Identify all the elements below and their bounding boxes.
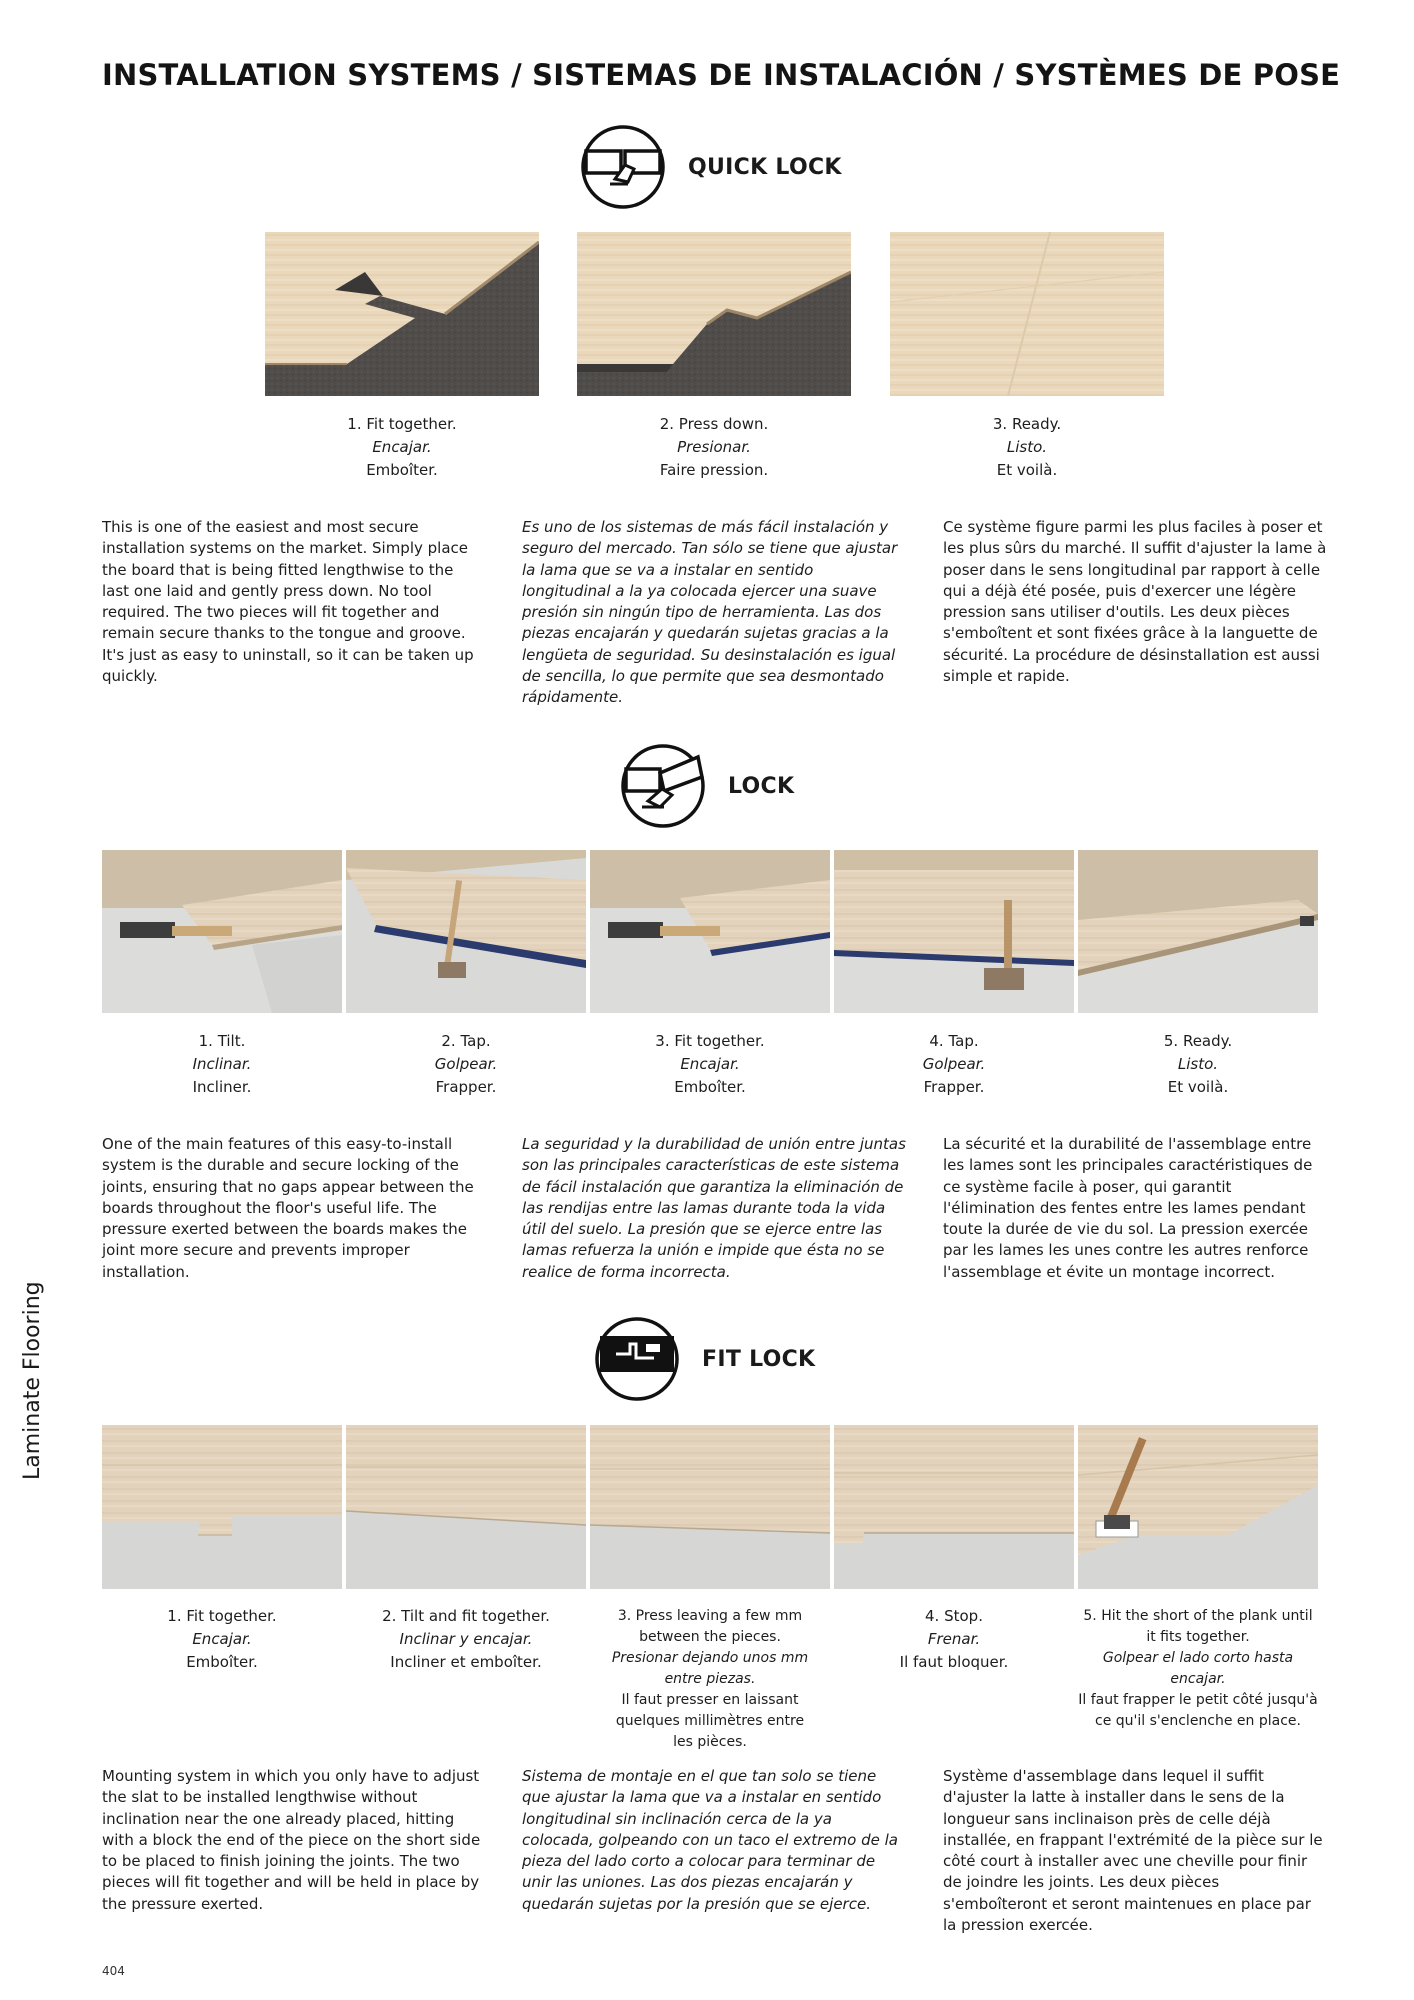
- lock-photo-3: [590, 850, 830, 1013]
- fit-lock-header: [594, 1316, 815, 1402]
- caption-en: 4. Tap.: [929, 1032, 979, 1050]
- lock-desc-en: One of the main features of this easy-to-install system is the durable and secure locking of the joints, ensuring that no gaps appear between the boards throughout the floor's useful life. The pressure exerted between the boards makes the joint more secure and prevents improper installation.: [102, 1135, 474, 1281]
- quick-lock-caption-1: [265, 413, 539, 482]
- caption-fr: Faire pression.: [659, 461, 769, 479]
- fit-lock-caption-5: [1078, 1606, 1318, 1732]
- caption-es: Golpear el lado corto hasta encajar.: [1102, 1650, 1294, 1687]
- lock-photo-1: [102, 850, 342, 1013]
- caption-fr: Il faut presser en laissant quelques millimètres entre les pièces.: [615, 1692, 805, 1750]
- caption-en: 2. Tap.: [441, 1032, 491, 1050]
- caption-fr: Il faut bloquer.: [899, 1653, 1009, 1671]
- caption-fr: Incliner.: [192, 1078, 252, 1096]
- caption-en: 2. Tilt and fit together.: [382, 1607, 550, 1625]
- caption-es: Golpear.: [922, 1055, 986, 1073]
- quick-lock-title: QUICK LOCK: [688, 154, 842, 180]
- caption-es: Presionar.: [677, 438, 751, 456]
- fit-lock-photo-4: [834, 1425, 1074, 1589]
- caption-es: Inclinar.: [192, 1055, 252, 1073]
- lock-photo-2: [346, 850, 586, 1013]
- quick-lock-icon: [580, 124, 666, 210]
- caption-es: Frenar.: [927, 1630, 981, 1648]
- caption-fr: Frapper.: [923, 1078, 985, 1096]
- fit-lock-desc-es: Sistema de montaje en el que tan solo se tiene que ajustar la lama que va a instalar en sentido longitudinal sin inclinación cerca de la ya colocada, golpeando con un taco el extremo de la pieza del lado corto a colocar para terminar de unir las uniones. Las dos piezas encajarán y quedarán sujetas por la presión que se ejerce.: [522, 1767, 898, 1913]
- quick-lock-photo-2: [577, 232, 851, 396]
- caption-fr: Emboîter.: [366, 461, 438, 479]
- fit-lock-photo-3: [590, 1425, 830, 1589]
- caption-es: Golpear.: [434, 1055, 498, 1073]
- lock-caption-3: [590, 1030, 830, 1099]
- caption-es: Encajar.: [372, 438, 432, 456]
- fit-lock-desc-en: Mounting system in which you only have to adjust the slat to be installed lengthwise without inclination near the one already placed, hitting with a block the end of the piece on the short side to be placed to finish joining the joints. The two pieces will fit together and will be held in place by the pressure exerted.: [102, 1767, 481, 1913]
- quick-lock-header: [580, 124, 842, 210]
- lock-title: LOCK: [728, 773, 795, 799]
- fit-lock-photo-1: [102, 1425, 342, 1589]
- caption-fr: Emboîter.: [674, 1078, 746, 1096]
- lock-caption-1: [102, 1030, 342, 1099]
- quick-lock-photo-3: [890, 232, 1164, 396]
- caption-en: 3. Press leaving a few mm between the pieces.: [617, 1608, 803, 1645]
- caption-es: Encajar.: [192, 1630, 252, 1648]
- caption-fr: Incliner et emboîter.: [390, 1653, 542, 1671]
- caption-en: 5. Hit the short of the plank until it fits together.: [1083, 1608, 1313, 1645]
- lock-header: [620, 743, 794, 829]
- lock-photo-5: [1078, 850, 1318, 1013]
- fit-lock-photo-5: [1078, 1425, 1318, 1589]
- fit-lock-title: FIT LOCK: [702, 1346, 816, 1372]
- fit-lock-caption-1: [102, 1605, 342, 1674]
- caption-en: 3. Fit together.: [655, 1032, 765, 1050]
- quick-lock-caption-3: [890, 413, 1164, 482]
- lock-icon: [620, 743, 706, 829]
- caption-en: 4. Stop.: [925, 1607, 983, 1625]
- caption-es: Listo.: [1177, 1055, 1219, 1073]
- caption-es: Presionar dejando unos mm entre piezas.: [611, 1650, 809, 1687]
- caption-es: Inclinar y encajar.: [399, 1630, 533, 1648]
- caption-en: 2. Press down.: [659, 415, 769, 433]
- caption-en: 1. Fit together.: [167, 1607, 277, 1625]
- caption-en: 3. Ready.: [992, 415, 1062, 433]
- caption-fr: Frapper.: [435, 1078, 497, 1096]
- caption-fr: Emboîter.: [186, 1653, 258, 1671]
- lock-photo-4: [834, 850, 1074, 1013]
- lock-desc-es: La seguridad y la durabilidad de unión entre juntas son las principales características de este sistema de fácil instalación que garantiza la eliminación de las rendijas entre las lamas durante toda la vida útil del suelo. La presión que se ejerce entre las lamas refuerza la unión e impide que ésta no se realice de forma incorrecta.: [522, 1135, 906, 1281]
- caption-fr: Il faut frapper le petit côté jusqu'à ce qu'il s'enclenche en place.: [1078, 1692, 1318, 1729]
- quick-lock-desc-es: Es uno de los sistemas de más fácil instalación y seguro del mercado. Tan sólo se tiene que ajustar la lama que se va a instalar en sentido longitudinal a la ya colocada ejercer una suave presión sin ningún tipo de herramienta. Las dos piezas encajarán y quedarán sujetas gracias a la lengüeta de seguridad. Su desinstalación es igual de sencilla, lo que permite que sea desmontado rápidamente.: [522, 518, 898, 707]
- page-number: 404: [102, 1964, 125, 1978]
- caption-en: 5. Ready.: [1163, 1032, 1233, 1050]
- fit-lock-photo-2: [346, 1425, 586, 1589]
- lock-caption-4: [834, 1030, 1074, 1099]
- lock-caption-2: [346, 1030, 586, 1099]
- fit-lock-desc-fr: Système d'assemblage dans lequel il suffit d'ajuster la latte à installer dans le sens de la longueur sans inclinaison près de celle déjà installée, en frappant l'extrémité de la pièce sur le côté court à installer avec une cheville pour finir de joindre les joints. Les deux pièces s'emboîteront et seront maintenues en place par la pression exercée.: [943, 1767, 1323, 1935]
- caption-en: 1. Tilt.: [198, 1032, 246, 1050]
- quick-lock-caption-2: [577, 413, 851, 482]
- page-title: INSTALLATION SYSTEMS / SISTEMAS DE INSTALACIÓN / SYSTÈMES DE POSE: [102, 58, 1341, 92]
- caption-es: Listo.: [1006, 438, 1048, 456]
- fit-lock-caption-2: [346, 1605, 586, 1674]
- quick-lock-desc-en: This is one of the easiest and most secure installation systems on the market. Simply place the board that is being fitted lengthwise to the last one laid and gently press down. No tool required. The two pieces will fit together and remain secure thanks to the tongue and groove. It's just as easy to uninstall, so it can be taken up quickly.: [102, 518, 474, 686]
- caption-en: 1. Fit together.: [347, 415, 457, 433]
- lock-desc-fr: La sécurité et la durabilité de l'assemblage entre les lames sont les principales caractéristiques de ce système facile à poser, qui garantit l'élimination des fentes entre les lames pendant toute la durée de vie du sol. La pression exercée par les lames les unes contre les autres renforce l'assemblage et évite un montage incorrect.: [943, 1135, 1313, 1281]
- caption-es: Encajar.: [680, 1055, 740, 1073]
- quick-lock-desc-fr: Ce système figure parmi les plus faciles à poser et les plus sûrs du marché. Il suffit d'ajuster la lame à poser dans le sens longitudinal par rapport à celle qui a déjà été posée, puis d'exercer une légère pression sans utiliser d'outils. Les deux pièces s'emboîtent et sont fixées grâce à la languette de sécurité. La procédure de désinstallation est aussi simple et rapide.: [943, 518, 1327, 686]
- fit-lock-caption-4: [834, 1605, 1074, 1674]
- quick-lock-photo-1: [265, 232, 539, 396]
- fit-lock-caption-3: [610, 1606, 810, 1753]
- side-label: Laminate Flooring: [20, 1281, 45, 1480]
- caption-fr: Et voilà.: [1167, 1078, 1229, 1096]
- caption-fr: Et voilà.: [996, 461, 1058, 479]
- fit-lock-icon: [594, 1316, 680, 1402]
- lock-caption-5: [1078, 1030, 1318, 1099]
